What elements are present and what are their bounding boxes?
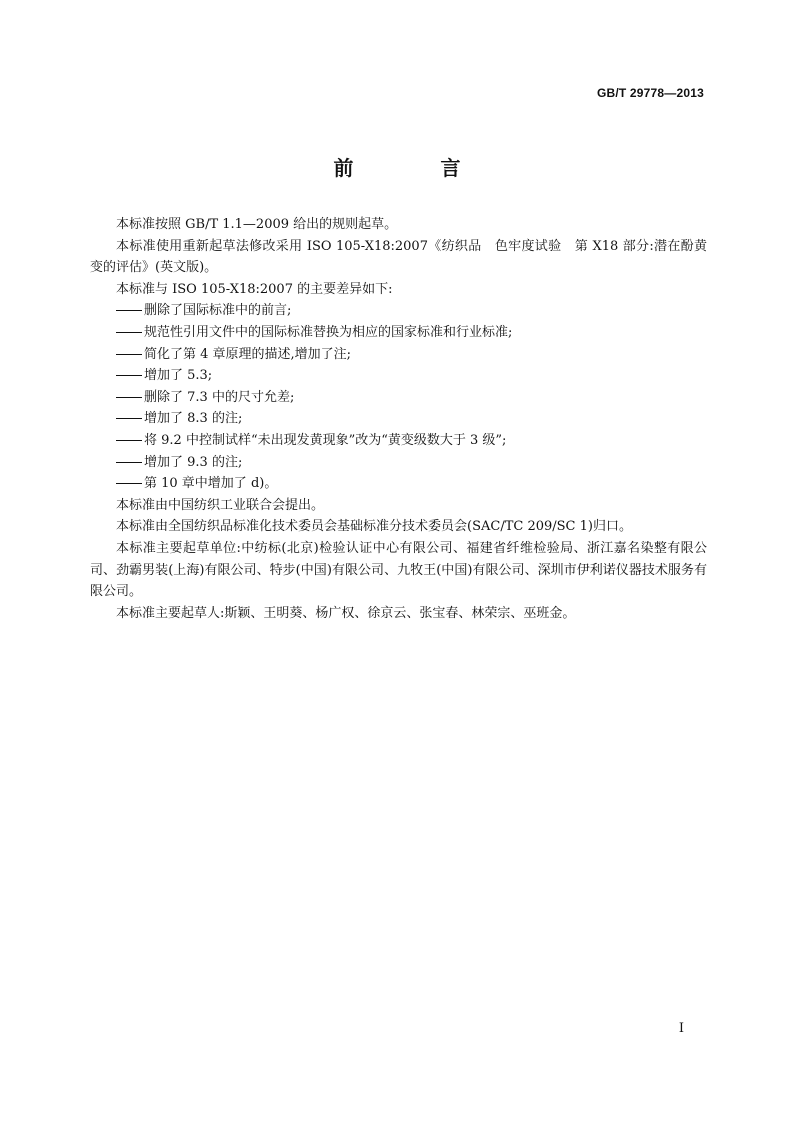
document-body — [90, 214, 707, 624]
differences-list — [90, 300, 707, 494]
list-item — [90, 365, 707, 387]
list-item — [90, 387, 707, 409]
dash-marker — [116, 418, 142, 419]
standard-code: GB/T 29778—2013 — [596, 86, 704, 100]
list-item-text: 增加了 9.3 的注; — [144, 454, 243, 470]
dash-marker — [116, 332, 142, 333]
list-item — [90, 344, 707, 366]
list-item — [90, 408, 707, 430]
list-item-text: 增加了 5.3; — [144, 368, 213, 384]
dash-marker — [116, 375, 142, 376]
dash-marker — [116, 462, 142, 463]
list-item — [90, 300, 707, 322]
page-title: 前 言 — [333, 156, 501, 180]
list-item — [90, 473, 707, 495]
paragraph-differences-intro: 本标准与 ISO 105-X18:2007 的主要差异如下: — [116, 281, 393, 297]
list-item-text: 简化了第 4 章原理的描述,增加了注; — [144, 346, 352, 362]
list-item — [90, 452, 707, 474]
dash-marker — [116, 397, 142, 398]
dash-marker — [116, 310, 142, 311]
list-item-text: 规范性引用文件中的国际标准替换为相应的国家标准和行业标准; — [144, 324, 513, 340]
paragraph-proposer: 本标准由中国纺织工业联合会提出。 — [116, 497, 325, 513]
dash-marker — [116, 483, 142, 484]
paragraph-committee: 本标准由全国纺织品标准化技术委员会基础标准分技术委员会(SAC/TC 209/SC 1)归口。 — [116, 519, 632, 535]
list-item — [90, 322, 707, 344]
list-item — [90, 430, 707, 452]
dash-marker — [116, 440, 142, 441]
paragraph-drafting-units: 本标准主要起草单位:中纺标(北京)检验认证中心有限公司、福建省纤维检验局、浙江嘉名染整有限公司、劲霸男装(上海)有限公司、特步(中国)有限公司、九牧王(中国)有限公司、深圳市伊利诺仪器技术服务有限公司。 — [90, 540, 707, 600]
list-item-text: 将 9.2 中控制试样“未出现发黄现象”改为“黄变级数大于 3 级”; — [144, 432, 507, 448]
list-item-text: 删除了 7.3 中的尺寸允差; — [144, 389, 295, 405]
dash-marker — [116, 354, 142, 355]
list-item-text: 第 10 章中增加了 d)。 — [144, 476, 278, 492]
paragraph-adoption: 本标准使用重新起草法修改采用 ISO 105-X18:2007《纺织品 色牢度试验 第 X18 部分:潜在酚黄变的评估》(英文版)。 — [90, 238, 707, 276]
paragraph-drafters: 本标准主要起草人:斯颖、王明葵、杨广权、徐京云、张宝春、林荣宗、巫班金。 — [116, 605, 576, 621]
list-item-text: 删除了国际标准中的前言; — [144, 303, 292, 319]
paragraph-drafting-rules: 本标准按照 GB/T 1.1—2009 给出的规则起草。 — [116, 217, 398, 232]
list-item-text: 增加了 8.3 的注; — [144, 411, 243, 427]
page-number: I — [678, 1021, 684, 1036]
